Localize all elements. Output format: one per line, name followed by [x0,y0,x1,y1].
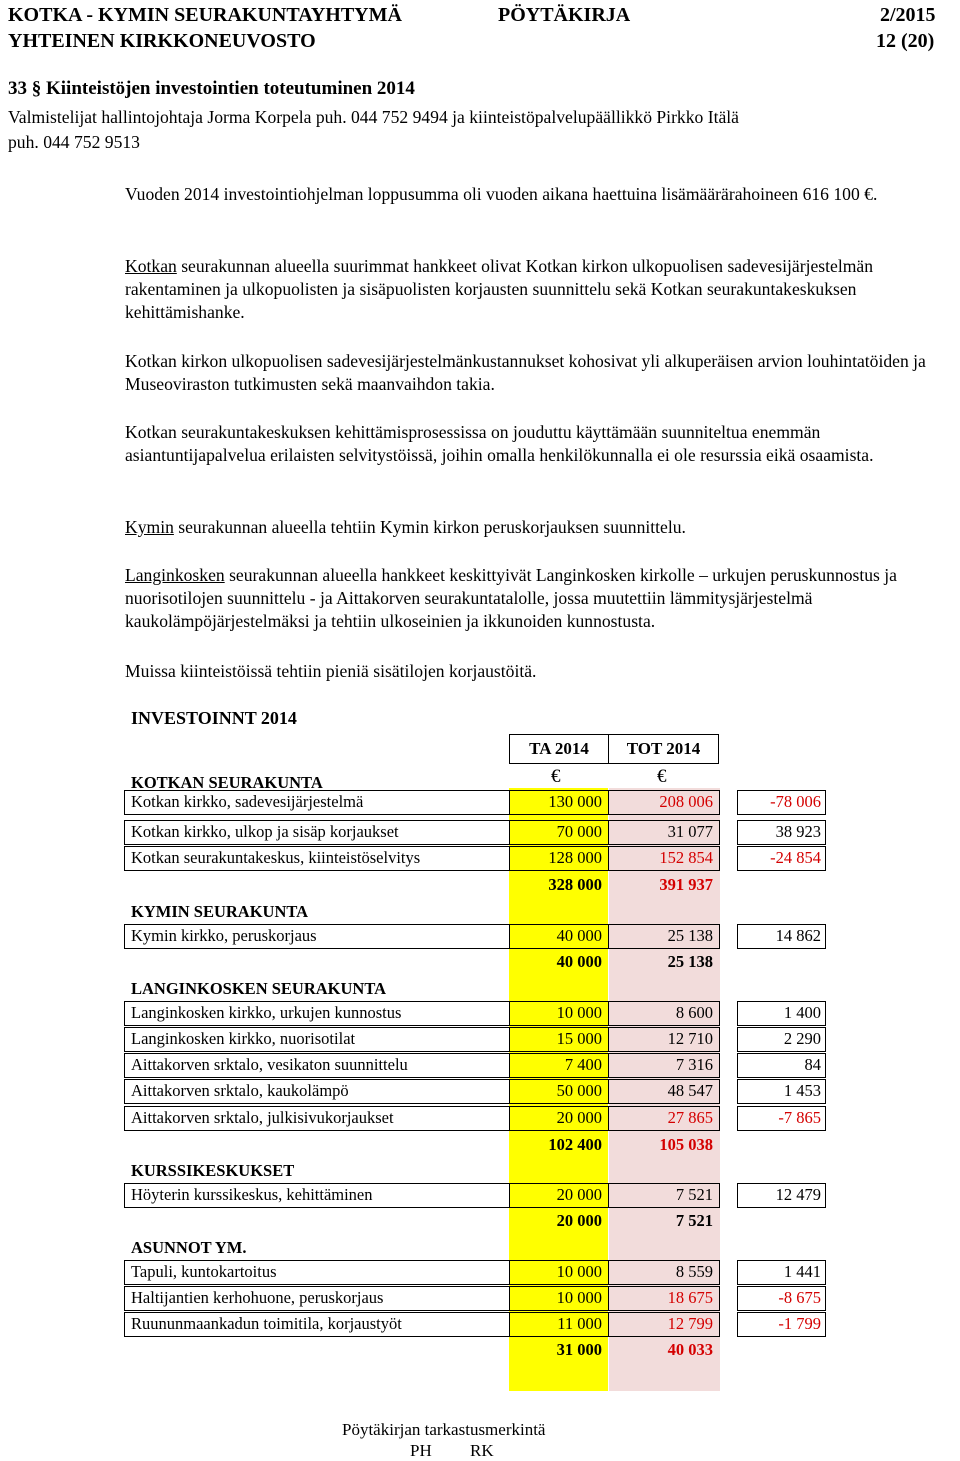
section-sum-tot: 40 033 [667,1340,713,1359]
section-title: 33 § Kiinteistöjen investointien toteutuminen 2014 [8,78,415,99]
row-ta-value: 20 000 [556,1185,602,1204]
paragraph-5-lead: Kymin [125,517,174,537]
row-diff-value: 12 479 [775,1185,821,1204]
paragraph-6 [125,564,953,633]
row-diff-value: -7 865 [778,1108,821,1127]
paragraph-2 [125,255,953,324]
section-sum-ta: 31 000 [556,1340,602,1359]
row-tot-value: 208 006 [659,792,713,811]
row-diff-value: -8 675 [778,1288,821,1307]
review-mark-label: Pöytäkirjan tarkastusmerkintä [342,1420,546,1439]
section-sum-tot: 7 521 [675,1211,713,1230]
row-ta-value: 10 000 [556,1003,602,1022]
section-sum-ta: 328 000 [548,875,602,894]
row-tot-value: 7 316 [675,1055,713,1074]
row-tot-value: 25 138 [667,926,713,945]
row-label: Kotkan kirkko, ulkop ja sisäp korjaukset [131,822,399,841]
row-diff-value: -24 854 [770,848,821,867]
col-header-ta: TA 2014 [529,739,589,758]
row-tot-value: 18 675 [667,1288,713,1307]
doc-type: PÖYTÄKIRJA [498,4,631,26]
section-sum-tot: 25 138 [667,952,713,971]
row-diff-value: 38 923 [775,822,821,841]
row-diff-value: 1 400 [783,1003,821,1022]
section-sum-tot: 105 038 [659,1135,713,1154]
row-label: Tapuli, kuntokartoitus [131,1262,277,1281]
row-label: Aittakorven srktalo, julkisivukorjaukset [131,1108,394,1127]
row-ta-value: 70 000 [556,822,602,841]
row-diff-value: 1 453 [783,1081,821,1100]
row-ta-value: 10 000 [556,1262,602,1281]
section-sum-tot: 391 937 [659,875,713,894]
row-diff-value: 1 441 [783,1262,821,1281]
table-section-title: KURSSIKESKUKSET [131,1161,295,1180]
row-tot-value: 27 865 [667,1108,713,1127]
table-section-title: ASUNNOT YM. [131,1238,247,1257]
review-initials-1: PH [410,1441,432,1460]
presenters-line2: puh. 044 752 9513 [8,132,140,152]
row-tot-value: 12 710 [667,1029,713,1048]
paragraph-2-lead: Kotkan [125,256,177,276]
row-tot-value: 8 600 [675,1003,713,1022]
row-label: Kotkan kirkko, sadevesijärjestelmä [131,792,364,811]
paragraph-1: Vuoden 2014 investointiohjelman loppusumma oli vuoden aikana haettuina lisämäärärahoineen 616 100 €. [125,184,878,204]
paragraph-7: Muissa kiinteistöissä tehtiin pieniä sisätilojen korjaustöitä. [125,661,537,681]
paragraph-6-lead: Langinkosken [125,565,225,585]
row-label: Kymin kirkko, peruskorjaus [131,926,317,945]
row-ta-value: 15 000 [556,1029,602,1048]
row-tot-value: 152 854 [659,848,713,867]
row-diff-value: -78 006 [770,792,821,811]
section-sum-ta: 40 000 [556,952,602,971]
row-tot-value: 8 559 [675,1262,713,1281]
row-label: Aittakorven srktalo, kaukolämpö [131,1081,349,1100]
paragraph-2-text: seurakunnan alueella suurimmat hankkeet olivat Kotkan kirkon ulkopuolisen sadevesijärjestelmän rakentaminen ja ulkopuolisten ja sisäpuolisten korjausten suunnittelu sekä Kotkan seurakuntakeskuksen kehittämishanke. [125,256,874,322]
row-ta-value: 50 000 [556,1081,602,1100]
paragraph-5 [125,516,953,539]
doc-number: 2/2015 [880,4,936,26]
currency-tot: € [657,766,667,787]
paragraph-4: Kotkan seurakuntakeskuksen kehittämisprosessissa on jouduttu käyttämään suunniteltua enemmän asiantuntijapalvelua erilaisten selvitystöissä, joihin omalla henkilökunnalla ei ole resurssia eikä osaamista. [125,422,874,465]
page-number: 12 (20) [876,30,935,52]
presenters-line1: Valmistelijat hallintojohtaja Jorma Korpela puh. 044 752 9494 ja kiinteistöpalvelupäällikkö Pirkko Itälä [8,107,739,127]
row-ta-value: 128 000 [548,848,602,867]
table-section-title: KOTKAN SEURAKUNTA [131,773,323,792]
row-diff-value: -1 799 [778,1314,821,1333]
row-label: Langinkosken kirkko, urkujen kunnostus [131,1003,402,1022]
row-label: Höyterin kurssikeskus, kehittäminen [131,1185,373,1204]
row-ta-value: 40 000 [556,926,602,945]
review-initials-2: RK [470,1441,494,1460]
row-label: Langinkosken kirkko, nuorisotilat [131,1029,356,1048]
row-label: Aittakorven srktalo, vesikaton suunnittelu [131,1055,408,1074]
col-header-tot: TOT 2014 [626,739,701,758]
paragraph-5-text: seurakunnan alueella tehtiin Kymin kirkon peruskorjauksen suunnittelu. [173,517,686,537]
row-label: Kotkan seurakuntakeskus, kiinteistöselvitys [131,848,421,867]
row-ta-value: 7 400 [564,1055,602,1074]
table-section-title: LANGINKOSKEN SEURAKUNTA [131,979,387,998]
council-name: YHTEINEN KIRKKONEUVOSTO [8,30,316,52]
row-label: Ruununmaankadun toimitila, korjaustyöt [131,1314,402,1333]
row-tot-value: 12 799 [667,1314,713,1333]
row-ta-value: 10 000 [556,1288,602,1307]
row-tot-value: 7 521 [675,1185,713,1204]
row-diff-value: 84 [804,1055,821,1074]
row-ta-value: 130 000 [548,792,602,811]
paragraph-3: Kotkan kirkon ulkopuolisen sadevesijärjestelmänkustannukset kohosivat yli alkuperäisen arvion louhintatöiden ja Museoviraston tutkimusten sekä maanvaihdon takia. [125,351,926,394]
org-name: KOTKA - KYMIN SEURAKUNTAYHTYMÄ [8,4,402,26]
currency-ta: € [551,766,561,787]
paragraph-6-text: seurakunnan alueella hankkeet keskittyivät Langinkosken kirkolle – urkujen peruskunnostus ja nuorisotilojen suunnittelu - ja Aittakorven seurakuntatalolle, jossa muutettiin lämmitysjärjestelmä kaukolämpöjärjestelmäksi ja tehtiin ulkoseinien ja ikkunoiden kunnostusta. [125,565,897,631]
table-title: INVESTOINNT 2014 [131,708,297,728]
row-ta-value: 20 000 [556,1108,602,1127]
table-section-title: KYMIN SEURAKUNTA [131,902,309,921]
row-ta-value: 11 000 [557,1314,602,1333]
row-tot-value: 48 547 [667,1081,713,1100]
row-label: Haltijantien kerhohuone, peruskorjaus [131,1288,384,1307]
row-diff-value: 14 862 [775,926,821,945]
row-tot-value: 31 077 [667,822,713,841]
row-diff-value: 2 290 [783,1029,821,1048]
section-sum-ta: 102 400 [548,1135,602,1154]
section-sum-ta: 20 000 [556,1211,602,1230]
